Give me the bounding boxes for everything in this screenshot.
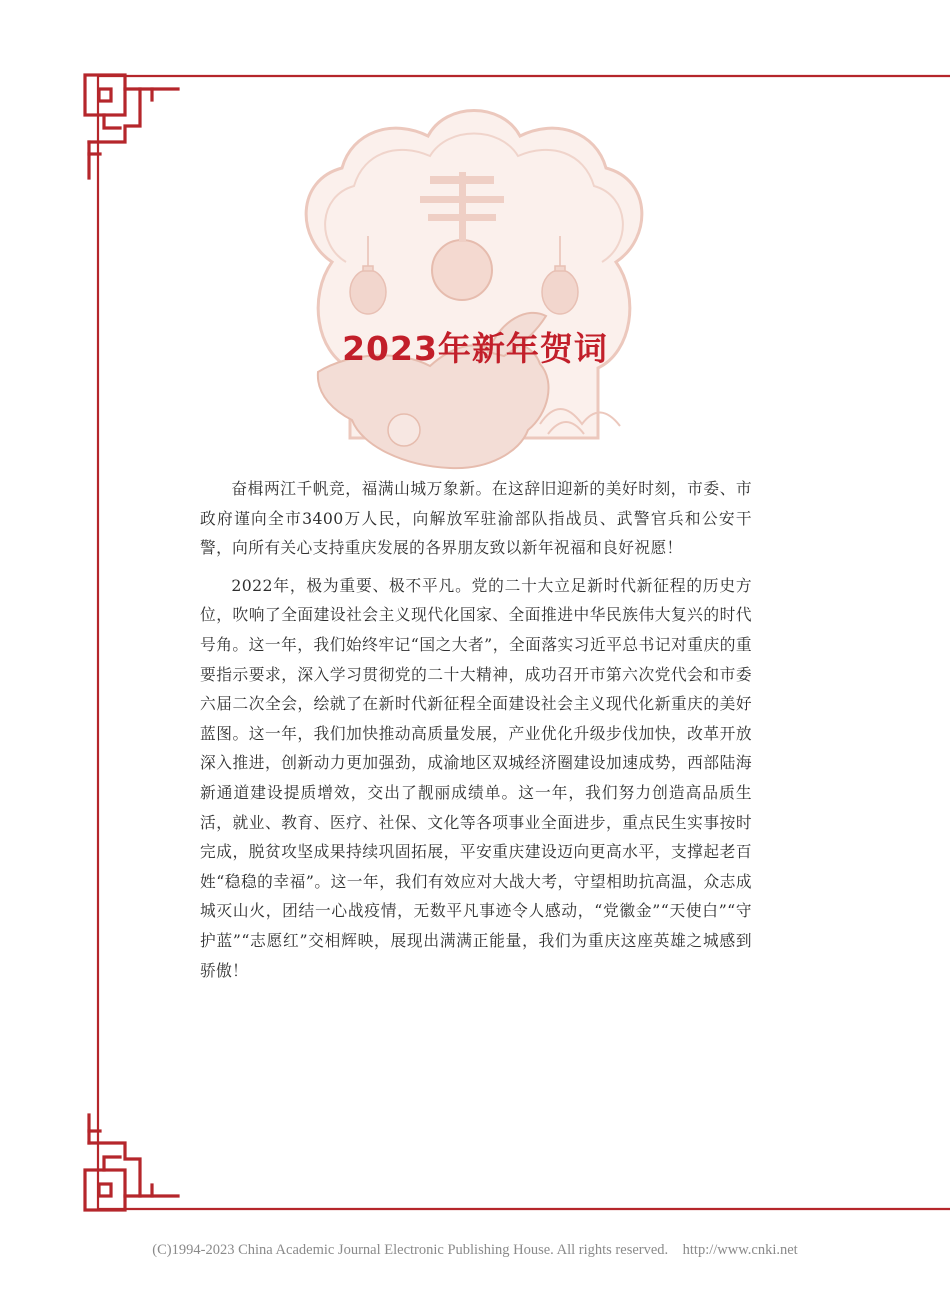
article-body	[200, 474, 752, 985]
page-title: 2023年新年贺词	[342, 329, 608, 368]
paragraph: 2022年，极为重要、极不平凡。党的二十大立足新时代新征程的历史方位，吹响了全面建设社会主义现代化国家、全面推进中华民族伟大复兴的时代号角。这一年，我们始终牢记“国之大者”，全面落实习近平总书记对重庆的重要指示要求，深入学习贯彻党的二十大精神，成功召开市第六次党代会和市委六届二次全会，绘就了在新时代新征程全面建设社会主义现代化新重庆的美好蓝图。这一年，我们加快推动高质量发展，产业优化升级步伐加快，改革开放深入推进，创新动力更加强劲，成渝地区双城经济圈建设加速成势，西部陆海新通道建设提质增效，交出了靓丽成绩单。这一年，我们努力创造高品质生活，就业、教育、医疗、社保、文化等各项事业全面进步，重点民生实事按时完成，脱贫攻坚成果持续巩固拓展，平安重庆建设迈向更高水平，支撑起老百姓“稳稳的幸福”。这一年，我们有效应对大战大考，守望相助抗高温，众志成城灭山火，团结一心战疫情，无数平凡事迹令人感动，“党徽金”“天使白”“守护蓝”“志愿红”交相辉映，展现出满满正能量，我们为重庆这座英雄之城感到骄傲！	[200, 575, 752, 980]
copyright-footer: (C)1994-2023 China Academic Journal Electronic Publishing House. All rights reserved. http://www.cnki.net	[152, 1242, 798, 1258]
paragraph: 奋楫两江千帆竞，福满山城万象新。在这辞旧迎新的美好时刻，市委、市政府谨向全市3400万人民，向解放军驻渝部队指战员、武警官兵和公安干警，向所有关心支持重庆发展的各界朋友致以新年祝福和良好祝愿！	[200, 479, 752, 558]
spring-rabbit-papercut-icon	[306, 111, 642, 469]
